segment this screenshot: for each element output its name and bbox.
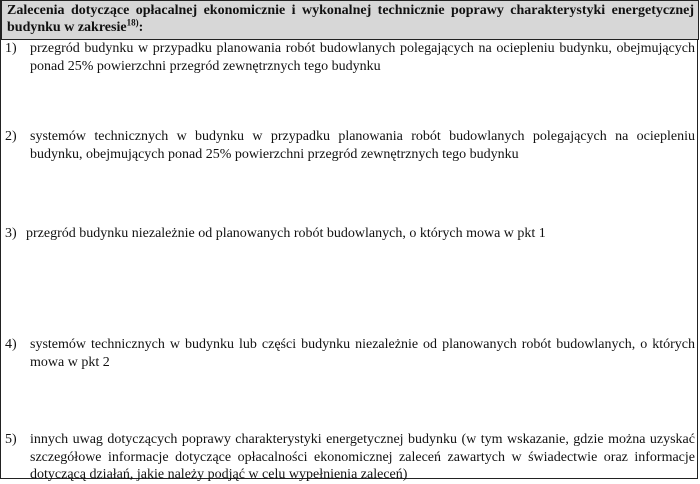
item-text: innych uwag dotyczących poprawy charakterystyki energetycznej budynku (w tym wskazanie, gdzie można uzyskać szczegółowe informacje dotyczące opłacalności ekonomicznej zaleceń zawartych w świadectwie oraz informacje dotyczącą działań, jakie należy podjąć w celu wypełnienia zaleceń) — [30, 432, 695, 482]
recommendation-item-3 — [5, 225, 695, 243]
recommendation-item-1 — [5, 40, 695, 75]
recommendation-item-4 — [5, 336, 695, 371]
item-number: 1) — [5, 41, 17, 56]
item-text: systemów technicznych w budynku w przypadku planowania robót budowlanych polegających na ociepleniu budynku, obejmujących ponad 25% powierzchni przegród zewnętrznych tego budynku — [30, 129, 695, 162]
section-header-colon: : — [138, 20, 144, 35]
recommendation-item-5 — [5, 431, 695, 484]
section-header — [1, 0, 699, 40]
item-number: 4) — [5, 337, 17, 352]
section-header-title: Zalecenia dotyczące opłacalnej ekonomicznie i wykonalnej technicznie poprawy charakterystyki energetycznej budynku w zakresie — [7, 3, 694, 35]
item-number: 3) — [5, 226, 17, 241]
item-text: przegród budynku niezależnie od planowanych robót budowlanych, o których mowa w pkt 1 — [26, 226, 546, 241]
recommendation-item-2 — [5, 128, 695, 163]
section-header-text — [7, 2, 694, 36]
item-text: przegród budynku w przypadku planowania robót budowlanych polegających na ociepleniu budynku, obejmujących ponad 25% powierzchni przegród zewnętrznych tego budynku — [30, 41, 695, 74]
item-number: 2) — [5, 129, 17, 144]
item-number: 5) — [5, 432, 17, 447]
item-text: systemów technicznych w budynku lub części budynku niezależnie od planowanych robót budowlanych, o których mowa w pkt 2 — [30, 337, 695, 370]
footnote-reference: 18) — [126, 17, 139, 28]
